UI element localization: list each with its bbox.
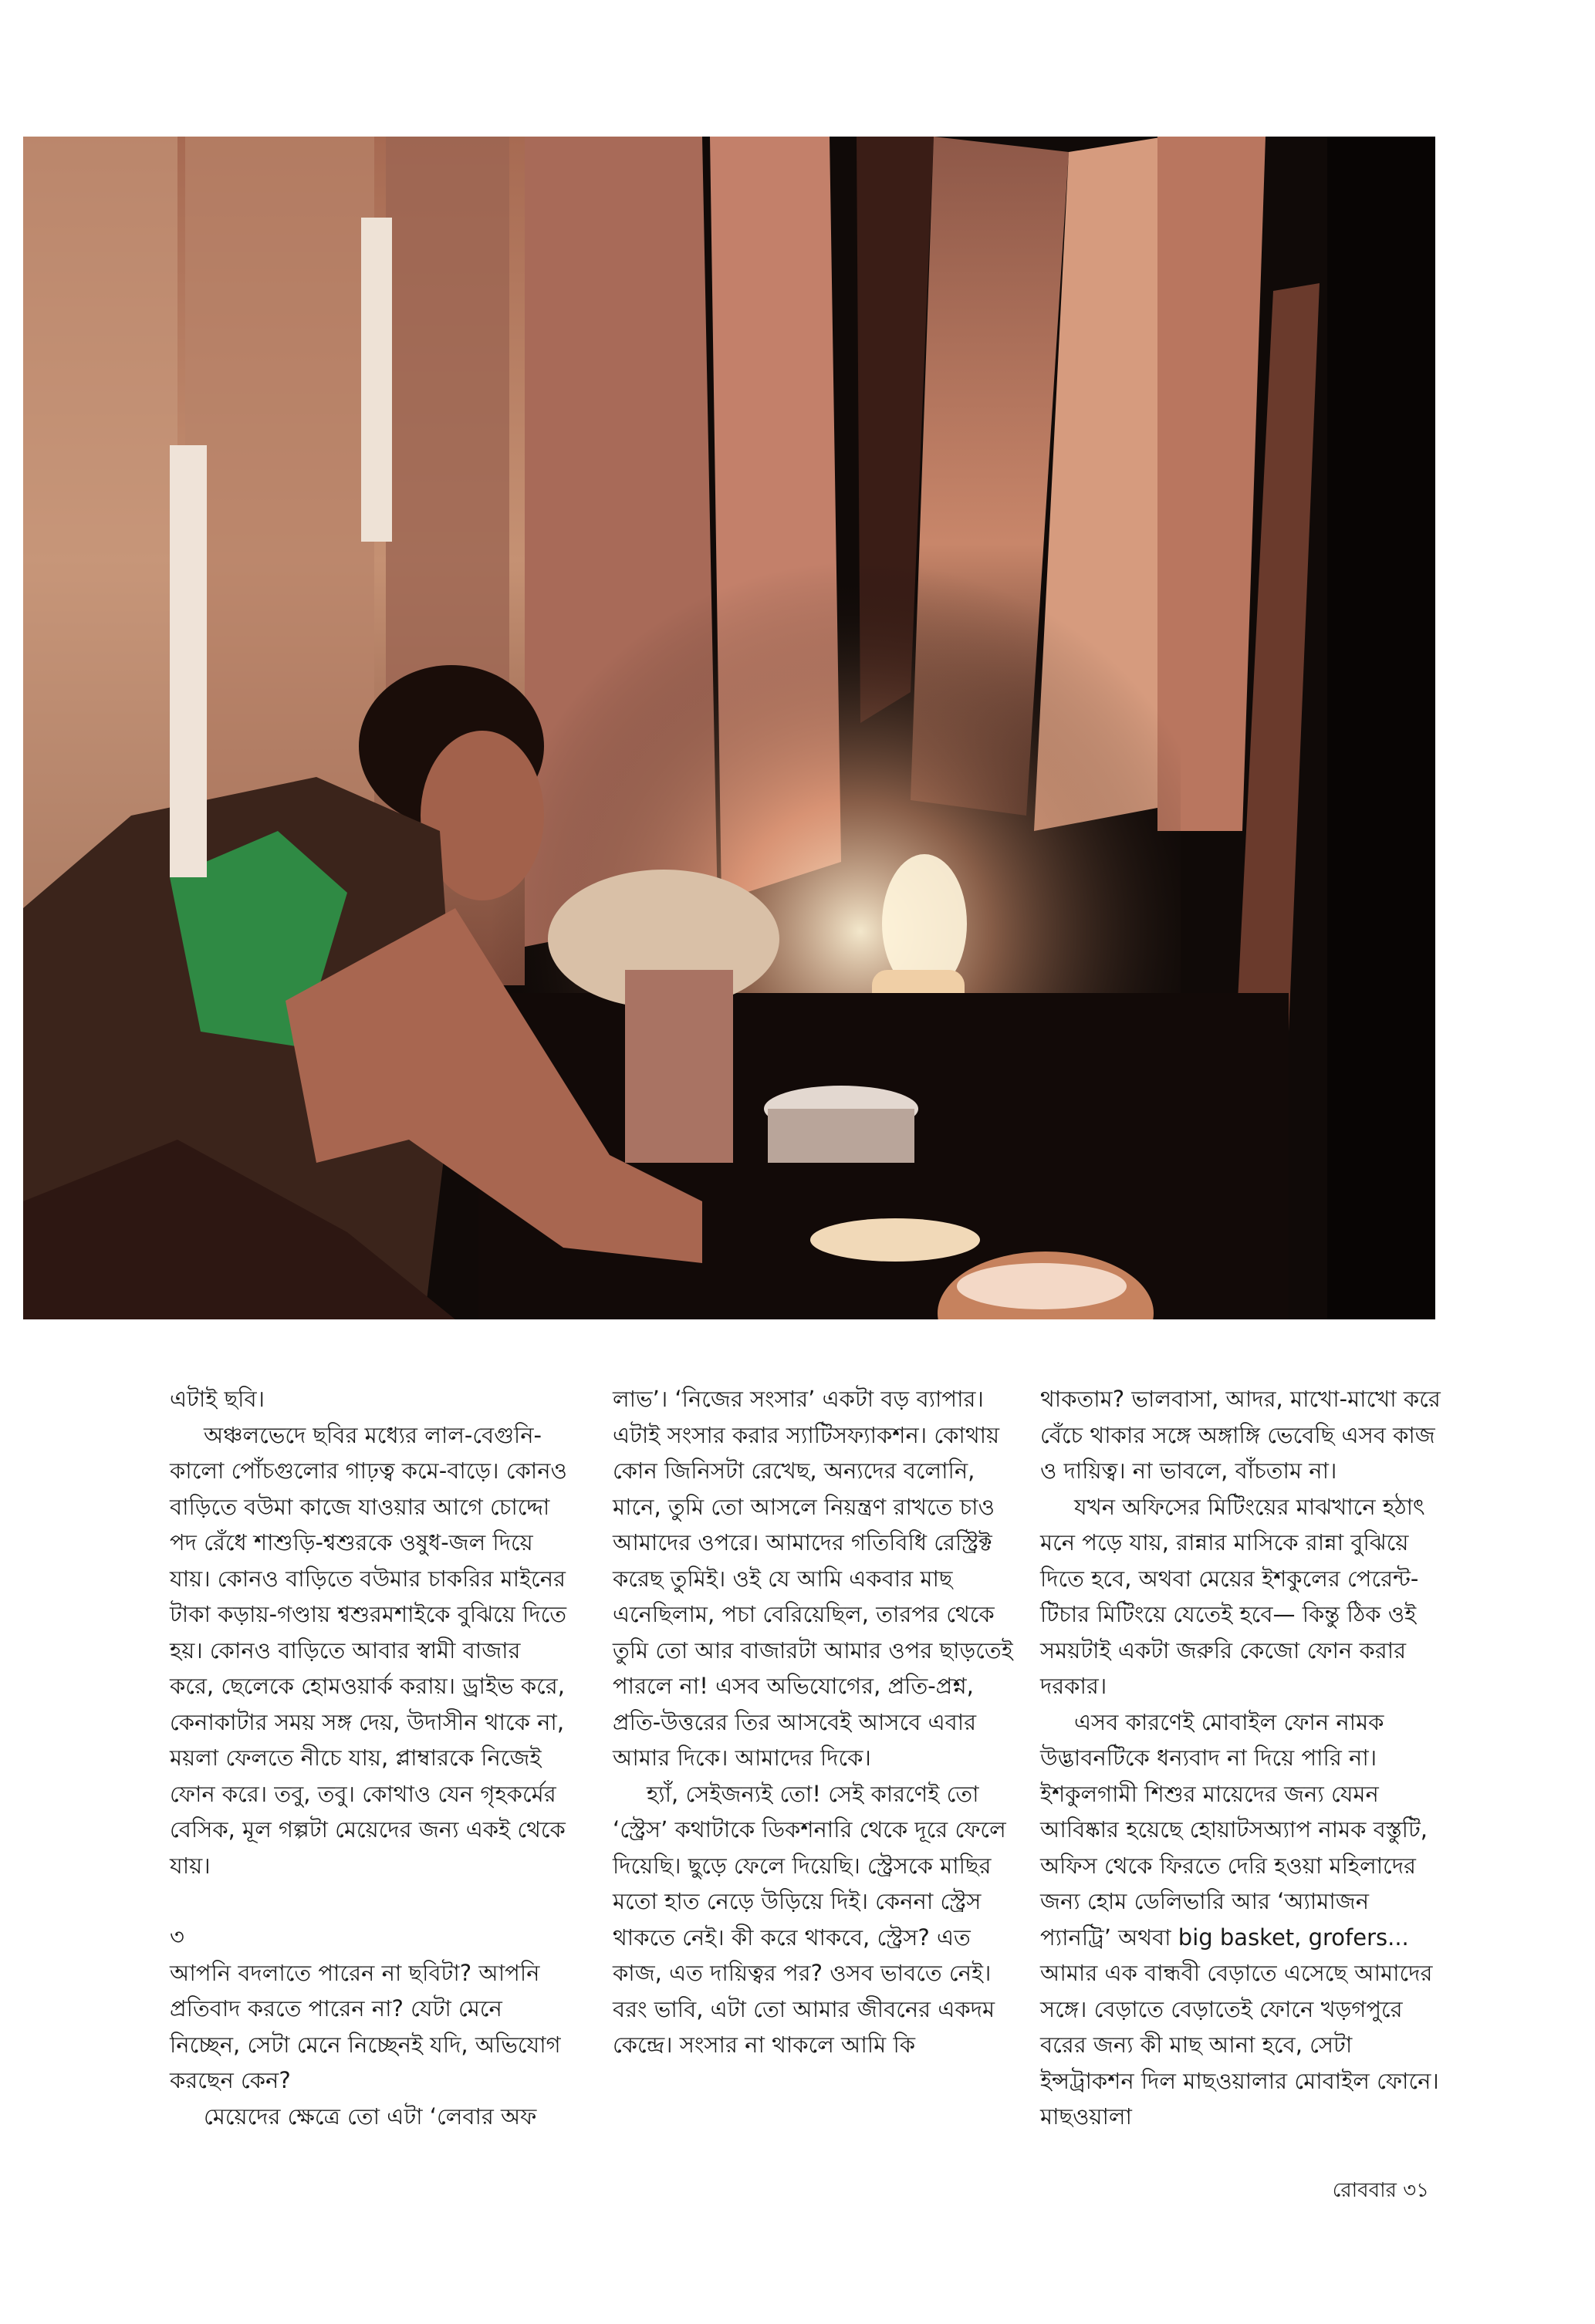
article-column-3: [1040, 1381, 1441, 2135]
article-column-2: [613, 1381, 1014, 2063]
paragraph: থাকতাম? ভালবাসা, আদর, মাখো-মাখো করে বেঁচে থাকার সঙ্গে অঙ্গাঙ্গি ভেবেছি এসব কাজ ও দায়িত্ব। না ভাবলে, বাঁচতাম না।: [1040, 1386, 1441, 1484]
paragraph: লাভ’। ‘নিজের সংসার’ একটা বড় ব্যাপার। এটাই সংসার করার স্যাটিসফ্যাকশন। কোথায় কোন জিনিসটা রেখেছ, অন্যদের বলোনি, মানে, তুমি তো আসলে নিয়ন্ত্রণ রাখতে চাও আমাদের ওপরে। আমাদের গতিবিধি রেস্ট্রিক্ট করেছ তুমিই। ওই যে আমি একবার মাছ এনেছিলাম, পচা বেরিয়েছিল, তারপর থেকে তুমি তো আর বাজারটা আমার ওপর ছাড়তেই পারলে না! এসব অভিযোগের, প্রতি-প্রশ্ন, প্রতি-উত্তরের তির আসবেই আসবে এবার আমার দিকে। আমাদের দিকে।: [613, 1386, 1013, 1771]
kitchen-photo: [23, 137, 1435, 1319]
kitchen-photo-icon: [23, 137, 1435, 1319]
paragraph: মেয়েদের ক্ষেত্রে তো এটা ‘লেবার অফ: [204, 2103, 537, 2130]
article-column-1: [170, 1381, 571, 2134]
section-number: ৩: [170, 1924, 184, 1950]
paragraph: যখন অফিসের মিটিংয়ের মাঝখানে হঠাৎ মনে পড়ে যায়, রান্নার মাসিকে রান্না বুঝিয়ে দিতে হবে, অথবা মেয়ের ইশকুলের পেরেন্ট-টিচার মিটিংয়ে যেতেই হবে— কিন্তু ঠিক ওই সময়টাই একটা জরুরি কেজো ফোন করার দরকার।: [1040, 1493, 1425, 1699]
page-footer: রোববার ৩১: [1332, 2179, 1429, 2202]
paragraph: অঞ্চলভেদে ছবির মধ্যের লাল-বেগুনি-কালো পোঁচগুলোর গাঢ়ত্ব কমে-বাড়ে। কোনও বাড়িতে বউমা কাজে যাওয়ার আগে চোদ্দো পদ রেঁধে শাশুড়ি-শ্বশুরকে ওষুধ-জল দিয়ে যায়। কোনও বাড়িতে বউমার চাকরির মাইনের টাকা কড়ায়-গণ্ডায় শ্বশুরমশাইকে বুঝিয়ে দিতে হয়। কোনও বাড়িতে আবার স্বামী বাজার করে, ছেলেকে হোমওয়ার্ক করায়। ড্রাইভ করে, কেনাকাটার সময় সঙ্গ দেয়, উদাসীন থাকে না, ময়লা ফেলতে নীচে যায়, প্লাম্বারকে নিজেই ফোন করে। তবু, তবু। কোথাও যেন গৃহকর্মের বেসিক, মূল গল্পটা মেয়েদের জন্য একই থেকে যায়।: [170, 1421, 567, 1879]
paragraph: এটাই ছবি।: [170, 1386, 265, 1412]
paragraph: হ্যাঁ, সেইজন্যই তো! সেই কারণেই তো ‘স্ট্রেস’ কথাটাকে ডিকশনারি থেকে দূরে ফেলে দিয়েছি। ছুড়ে ফেলে দিয়েছি। স্ট্রেসকে মাছির মতো হাত নেড়ে উড়িয়ে দিই। কেননা স্ট্রেস থাকতে নেই। কী করে থাকবে, স্ট্রেস? এত কাজ, এত দায়িত্বর পর? ওসব ভাবতে নেই। বরং ভাবি, এটা তো আমার জীবনের একদম কেন্দ্রে। সংসার না থাকলে আমি কি: [613, 1780, 1006, 2058]
paragraph: আপনি বদলাতে পারেন না ছবিটা? আপনি প্রতিবাদ করতে পারেন না? যেটা মেনে নিচ্ছেন, সেটা মেনে নিচ্ছেনই যদি, অভিযোগ করছেন কেন?: [170, 1959, 561, 2093]
article-body: [170, 1381, 1441, 2168]
paragraph: এসব কারণেই মোবাইল ফোন নামক উদ্ভাবনটিকে ধন্যবাদ না দিয়ে পারি না। ইশকুলগামী শিশুর মায়েদের জন্য যেমন আবিষ্কার হয়েছে হোয়াটসঅ্যাপ নামক বস্তুটি, অফিস থেকে ফিরতে দেরি হওয়া মহিলাদের জন্য হোম ডেলিভারি আর ‘অ্যামাজন প্যানট্রি’ অথবা big basket, grofers... আমার এক বান্ধবী বেড়াতে এসেছে আমাদের সঙ্গে। বেড়াতে বেড়াতেই ফোনে খড়গপুরে বরের জন্য কী মাছ আনা হবে, সেটা ইন্সট্রাকশন দিল মাছওয়ালার মোবাইল ফোনে। মাছওয়ালা: [1040, 1708, 1439, 2130]
